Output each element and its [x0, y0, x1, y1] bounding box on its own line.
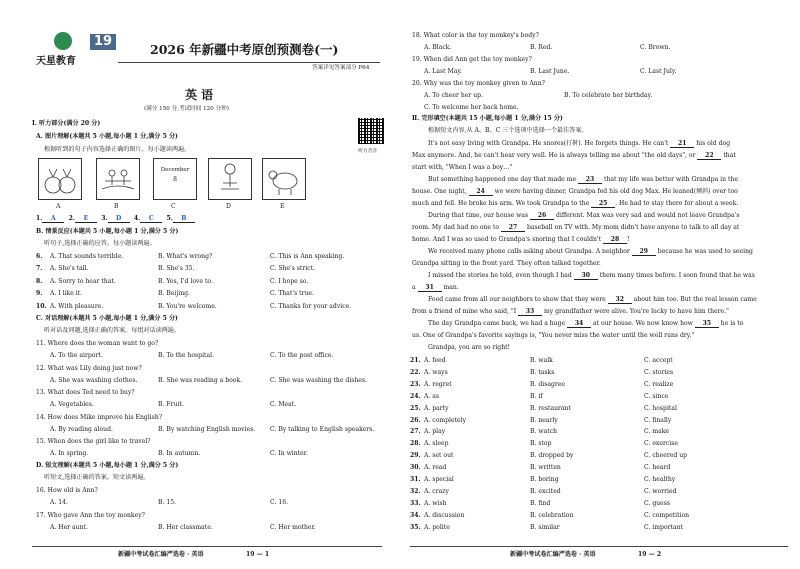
- pic-letter-d: D: [226, 203, 231, 210]
- option-b[interactable]: B. stop: [530, 440, 552, 448]
- option-a[interactable]: A. Black.: [424, 44, 452, 51]
- exam-title: 2026 年新疆中考原创预测卷(一): [150, 42, 339, 57]
- blank-26[interactable]: 26: [530, 212, 554, 220]
- blank-28[interactable]: 28: [603, 236, 627, 244]
- calendar-day: 8: [173, 176, 177, 183]
- option-b[interactable]: B. Red.: [530, 44, 553, 51]
- option-b[interactable]: B. You're welcome.: [158, 302, 217, 310]
- option-c[interactable]: C. make: [644, 428, 670, 436]
- option-b[interactable]: B. Her classmate.: [158, 523, 213, 531]
- answer-note: 答案详见答案部分 P64: [312, 65, 370, 71]
- option-a[interactable]: A. regret: [424, 380, 452, 388]
- option-c[interactable]: C. I hope so.: [270, 277, 309, 285]
- rowing-icon: [97, 159, 139, 199]
- picture-d: [208, 158, 252, 200]
- blank-29[interactable]: 29: [632, 248, 656, 256]
- option-c[interactable]: C. That's true.: [270, 290, 314, 298]
- option-c[interactable]: C. realize: [644, 380, 674, 388]
- blank-30[interactable]: 30: [574, 272, 598, 280]
- option-number: 24.: [410, 392, 421, 400]
- passage-line-3: start with, "When I was a boy…": [412, 164, 513, 171]
- question-text: 17. Who gave Ann the toy monkey?: [36, 511, 145, 519]
- answer-blank-5[interactable]: B: [173, 215, 195, 223]
- option-a[interactable]: A. She's tall.: [50, 265, 89, 273]
- option-c[interactable]: C. She was washing the dishes.: [270, 376, 367, 384]
- footer-rule-left: [32, 546, 382, 547]
- option-c[interactable]: C. since: [644, 392, 669, 400]
- question-text: 14. How does Mike improve his English?: [36, 413, 163, 421]
- option-a[interactable]: A. special: [424, 476, 454, 483]
- blank-31[interactable]: 31: [418, 284, 442, 292]
- picture-c: [153, 158, 197, 200]
- option-b[interactable]: B. Fruit.: [158, 401, 184, 409]
- blank-21[interactable]: 21: [670, 140, 694, 148]
- answer-blank-2[interactable]: E: [75, 215, 97, 223]
- option-a[interactable]: A. as: [424, 392, 440, 400]
- option-b[interactable]: B. What's wrong?: [158, 253, 213, 260]
- question-text: 12. What was Lily doing just now?: [36, 364, 142, 372]
- option-b[interactable]: B. watch: [530, 428, 557, 436]
- option-a[interactable]: A. Last May.: [424, 68, 462, 75]
- qr-code-icon[interactable]: [358, 118, 384, 144]
- option-a[interactable]: A. polite: [424, 523, 450, 531]
- option-number: 21.: [410, 357, 421, 364]
- blank-23[interactable]: 23: [578, 176, 602, 184]
- answer-blank-4[interactable]: C: [140, 215, 162, 223]
- q20-option-c[interactable]: C. To welcome her back home.: [424, 104, 519, 111]
- option-c[interactable]: C. In winter.: [270, 450, 308, 458]
- passage-line-14: Food came from all our neighbors to show that they were 32 about him too. But the real lesson came: [428, 296, 757, 303]
- option-a[interactable]: A. I like it.: [50, 290, 83, 298]
- passage-line-17: us. One of Grandpa's favorite sayings is, "You never miss the water until the well runs dry.": [412, 332, 695, 339]
- option-a[interactable]: A. Vegetables.: [50, 401, 94, 409]
- option-c[interactable]: C. By talking to English speakers.: [270, 425, 375, 433]
- header-rule: [118, 62, 380, 63]
- option-a[interactable]: A. crazy: [424, 487, 449, 495]
- question-number: 10.: [36, 302, 47, 310]
- option-a[interactable]: A. feed: [424, 357, 446, 364]
- blank-27[interactable]: 27: [501, 224, 525, 232]
- passage-line-12: I missed the stories he told, even though I had 30 them many times before. I soon found that he was: [428, 272, 755, 279]
- option-c[interactable]: C. accept: [644, 357, 673, 364]
- passage-line-6: much and fell. He broke his arm. We took Grandpa to the 25 . He had to stay there for about a week.: [412, 200, 739, 207]
- option-a[interactable]: A. ways: [424, 368, 448, 376]
- passage-line-4: But something happened one day that made me 23 that my life was better with Grandpa in the: [428, 176, 738, 183]
- q20-option-a[interactable]: A. To cheer her up.: [424, 92, 484, 99]
- option-a[interactable]: A. 14.: [50, 499, 68, 506]
- option-b[interactable]: B. find: [530, 499, 551, 507]
- option-a[interactable]: A. wish: [424, 499, 447, 507]
- option-b[interactable]: B. similar: [530, 523, 560, 531]
- secD-instructions: 听短文,选择正确的答案。短文读两遍。: [44, 474, 150, 481]
- right-page: [400, 0, 800, 569]
- pic-letter-b: B: [114, 203, 119, 210]
- option-a[interactable]: A. completely: [424, 416, 467, 424]
- q20-question: 20. Why was the toy monkey given to Ann?: [412, 80, 545, 87]
- option-number: 26.: [410, 416, 421, 424]
- option-a[interactable]: A. party: [424, 404, 449, 412]
- blank-25[interactable]: 25: [591, 200, 615, 208]
- option-b[interactable]: B. By watching English movies.: [158, 425, 256, 433]
- option-b[interactable]: B. excited: [530, 487, 561, 495]
- option-b[interactable]: B. disagree: [530, 380, 565, 388]
- option-b[interactable]: B. Beijing.: [158, 290, 190, 298]
- option-a[interactable]: A. set out: [424, 452, 454, 460]
- question-number: 7.: [36, 265, 43, 273]
- option-b[interactable]: B. nearly: [530, 416, 558, 424]
- option-number: 23.: [410, 380, 421, 388]
- answer-blank-1[interactable]: A: [42, 215, 64, 223]
- sheep-icon: [263, 159, 305, 199]
- option-a[interactable]: A. Sorry to hear that.: [50, 277, 116, 285]
- secD-title: D. 短文理解(本题共 5 小题,每小题 1 分,满分 5 分): [36, 462, 179, 469]
- tomato-icon: [39, 159, 81, 199]
- secC-instructions: 听对话及问题,选择正确的答案。每组对话读两遍。: [44, 327, 180, 334]
- option-number: 22.: [410, 368, 421, 376]
- option-a[interactable]: A. Her aunt.: [50, 523, 88, 531]
- secA-instructions: 根据听到的句子内容选择正确的图片。每小题读两遍。: [44, 146, 191, 153]
- picture-e: [262, 158, 306, 200]
- boy-reading-icon: [209, 159, 251, 199]
- option-c[interactable]: C. Thanks for your advice.: [270, 302, 352, 310]
- picture-b: [96, 158, 140, 200]
- part1-title: Ⅰ. 听力部分(满分 20 分): [32, 120, 101, 127]
- option-a[interactable]: A. By reading aloud.: [50, 425, 113, 433]
- question-number: 9.: [36, 290, 43, 298]
- pic-letter-a: A: [56, 203, 61, 210]
- passage-line-18: Grandpa, you are so right!: [428, 344, 511, 351]
- option-a[interactable]: A. With pleasure.: [50, 302, 104, 310]
- option-c[interactable]: C. Her mother.: [270, 523, 316, 531]
- option-c[interactable]: C. heard: [644, 464, 671, 472]
- passage-line-5: house. One night, 24 we were having dinner, Grandpa fed his old dog Max. He leaned(倾斜) over too: [412, 188, 738, 195]
- page-tag-number: 19: [90, 34, 116, 50]
- option-number: 25.: [410, 404, 421, 412]
- secB-title: B. 情景反应(本题共 5 小题,每小题 1 分,满分 5 分): [36, 228, 179, 235]
- option-a[interactable]: A. discussion: [424, 511, 465, 519]
- passage-line-1: It's not easy living with Grandpa. He snores(打鼾). He forgets things. He can't 21 his old dog: [428, 140, 731, 147]
- option-c[interactable]: C. stories: [644, 368, 674, 376]
- option-c[interactable]: C. competition: [644, 511, 690, 519]
- question-number: 8.: [36, 277, 43, 285]
- pic-letter-c: C: [171, 203, 176, 210]
- option-a[interactable]: A. sleep: [424, 440, 449, 448]
- option-b[interactable]: B. To the hospital.: [158, 352, 215, 359]
- secC-title: C. 对话理解(本题共 5 小题,每小题 1 分,满分 5 分): [36, 315, 178, 322]
- option-b[interactable]: B. Last June.: [530, 68, 570, 75]
- brand-name: 天星教育: [36, 56, 76, 67]
- option-number: 29.: [410, 452, 421, 460]
- option-b[interactable]: B. boring: [530, 476, 559, 483]
- passage-line-15: from a friend of mine who said, "I 33 my grandfather were alive. You're lucky to have him there.": [412, 308, 729, 315]
- option-number: 34.: [410, 511, 421, 519]
- option-a[interactable]: A. play: [424, 428, 446, 436]
- option-c[interactable]: C. hospital: [644, 404, 677, 412]
- option-c[interactable]: C. cheered up: [644, 452, 688, 460]
- answer-blank-3[interactable]: D: [108, 215, 130, 223]
- pic-letter-e: E: [280, 203, 285, 210]
- option-a[interactable]: A. read: [424, 464, 447, 472]
- option-a[interactable]: A. In spring.: [50, 450, 89, 458]
- answer-row: 1. A 2. E 3. D 4. C 5. B: [36, 215, 195, 223]
- option-number: 28.: [410, 440, 421, 448]
- blank-24[interactable]: 24: [469, 188, 493, 196]
- option-c[interactable]: C. This is Ann speaking.: [270, 253, 345, 260]
- option-b[interactable]: B. celebration: [530, 511, 574, 519]
- secB-instructions: 听句子,选择正确的应答。每小题读两遍。: [44, 240, 156, 247]
- footer-rule-right: [410, 546, 788, 547]
- qr-caption: 听力音音: [358, 149, 378, 154]
- exam-info: (满分 150 分,考试时间 120 分钟): [144, 106, 229, 112]
- option-b[interactable]: B. walk: [530, 357, 553, 364]
- option-c[interactable]: C. guess: [644, 499, 671, 507]
- part2-instructions: 根据短文内容,从 A、B、C 三个选项中选择一个最佳答案。: [428, 127, 588, 134]
- blank-22[interactable]: 22: [697, 152, 721, 160]
- question-text: 18. What color is the toy monkey's body?: [412, 32, 539, 39]
- option-b[interactable]: B. tasks: [530, 368, 555, 376]
- subject-title: 英 语: [185, 88, 214, 102]
- option-b[interactable]: B. Yes, I'd love to.: [158, 277, 213, 285]
- option-b[interactable]: B. In autumn.: [158, 450, 201, 458]
- question-text: 19. When did Ann get the toy monkey?: [412, 56, 532, 63]
- option-b[interactable]: B. She's 35.: [158, 265, 195, 273]
- picture-a: [38, 158, 82, 200]
- option-b[interactable]: B. dropped by: [530, 452, 574, 460]
- passage-line-2: Max anymore. And, he can't hear very well. He is always telling me about "the old days", or 22 that: [412, 152, 736, 159]
- option-a[interactable]: A. That sounds terrible.: [50, 253, 124, 260]
- option-number: 33.: [410, 499, 421, 507]
- option-b[interactable]: B. 15.: [158, 499, 177, 506]
- option-c[interactable]: C. finally: [644, 416, 672, 424]
- blank-34[interactable]: 34: [567, 320, 591, 328]
- option-c[interactable]: C. She's strict.: [270, 265, 316, 273]
- footer-left: 新疆中考试卷汇编严选卷 · 英语: [118, 551, 204, 558]
- question-text: 13. What does Ted need to buy?: [36, 389, 135, 397]
- footer-right-page: 19 — 2: [638, 551, 662, 558]
- blank-33[interactable]: 33: [518, 308, 542, 316]
- blank-35[interactable]: 35: [695, 320, 719, 328]
- option-a[interactable]: A. She was washing clothes.: [50, 376, 138, 384]
- passage-line-8: room. My dad had no one to 27 baseball on TV with. My mom didn't have anyone to talk to all day at: [412, 224, 740, 231]
- passage-line-10: We received many phone calls asking about Grandpa. A neighbor 29 because he was used to seeing: [428, 248, 753, 255]
- option-b[interactable]: B. restaurant: [530, 404, 571, 412]
- blank-32[interactable]: 32: [608, 296, 632, 304]
- option-a[interactable]: A. To the airport.: [50, 352, 103, 359]
- option-b[interactable]: B. written: [530, 464, 561, 472]
- passage-line-7: During that time, our house was 26 different. Max was very sad and would not leave Grandpa's: [428, 212, 740, 219]
- option-c[interactable]: C. exercise: [644, 440, 678, 448]
- option-c[interactable]: C. 16.: [270, 499, 289, 506]
- option-b[interactable]: B. She was reading a book.: [158, 376, 243, 384]
- passage-line-11: Grandpa sitting in the front yard. They often talked together.: [412, 260, 601, 267]
- option-c[interactable]: C. Last July.: [640, 68, 677, 75]
- option-c[interactable]: C. Brown.: [640, 44, 671, 51]
- secA-title: A. 图片理解(本题共 5 小题,每小题 1 分,满分 5 分): [36, 133, 178, 140]
- question-number: 6.: [36, 253, 43, 260]
- passage-line-16: The day Grandpa came back, we had a huge 34 at our house. We now know how 35 he is to: [428, 320, 744, 327]
- question-text: 16. How old is Ann?: [36, 487, 98, 494]
- passage-line-13: a 31 man.: [412, 284, 459, 291]
- option-number: 30.: [410, 464, 421, 472]
- footer-right: 新疆中考试卷汇编严选卷 · 英语: [510, 551, 596, 558]
- option-c[interactable]: C. worried: [644, 487, 677, 495]
- option-number: 27.: [410, 428, 421, 436]
- brand-logo-icon: [54, 32, 72, 50]
- calendar-month: December: [160, 167, 190, 173]
- part2-title: Ⅱ. 完形填空(本题共 15 小题,每小题 1 分,满分 15 分): [412, 115, 563, 122]
- footer-left-page: 19 — 1: [246, 551, 270, 558]
- option-number: 31.: [410, 476, 421, 483]
- option-number: 32.: [410, 487, 421, 495]
- q20-option-b[interactable]: B. To celebrate her birthday.: [564, 92, 653, 99]
- option-c[interactable]: C. To the post office.: [270, 352, 334, 359]
- option-c[interactable]: C. healthy: [644, 476, 676, 483]
- question-text: 11. Where does the woman want to go?: [36, 340, 159, 347]
- option-number: 35.: [410, 523, 421, 531]
- question-text: 15. When does the girl like to travel?: [36, 438, 151, 446]
- option-c[interactable]: C. important: [644, 523, 683, 531]
- passage-line-9: home. And I was so used to Grandpa's snoring that I couldn't 28 !: [412, 236, 630, 243]
- option-c[interactable]: C. Meat.: [270, 401, 297, 409]
- option-b[interactable]: B. if: [530, 392, 543, 400]
